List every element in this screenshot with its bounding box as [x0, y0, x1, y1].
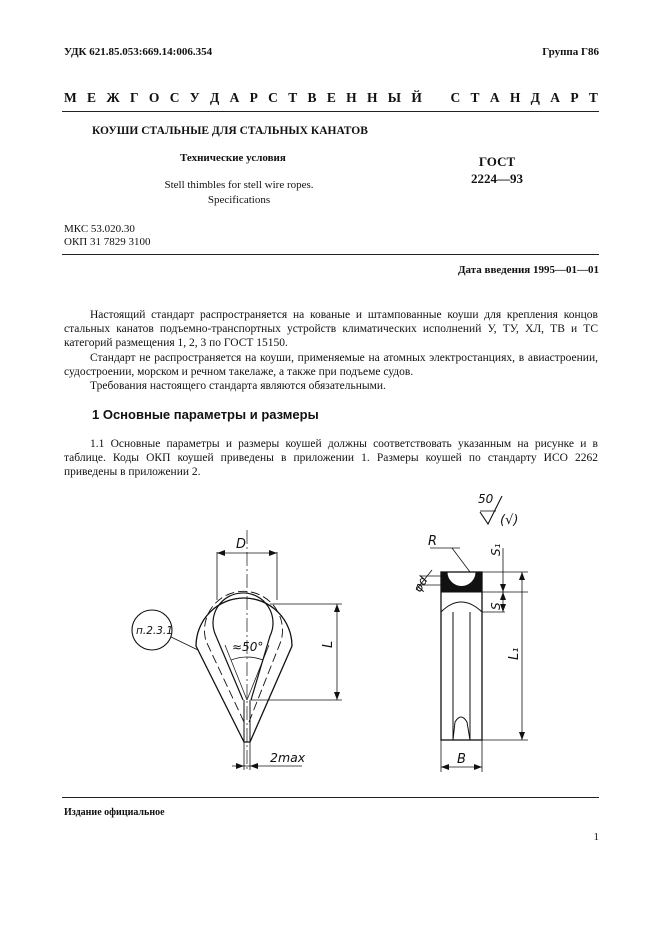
label-l1: L₁ — [507, 647, 522, 660]
heading-letter: У — [189, 90, 200, 105]
gost-label: ГОСТ — [478, 154, 516, 169]
group-code: Группа Г86 — [542, 46, 599, 58]
english-title-line1: Stell thimbles for stell wire ropes. — [164, 179, 314, 191]
label-phi-d: φd — [410, 574, 431, 595]
label-angle: ≈50° — [232, 640, 264, 654]
label-reference: п.2.3.1 — [136, 625, 173, 637]
footer-divider — [62, 797, 599, 798]
paragraph: Стандарт не распространяется на коуши, применяемые на атомных электростанциях, в авиастроении, судостроении, морском и речном такелаже, а также при подъеме судов. — [64, 351, 598, 378]
heading-letter: Т — [588, 90, 598, 105]
paragraph: 1.1 Основные параметры и размеры коушей должны соответствовать указанным на рисунке и в таблице. Коды ОКП коушей приведены в приложении 1. Размеры коушей по стандарту ИСО 2262 приведены в приложении 2. — [64, 438, 598, 479]
mks-code: МКС 53.020.30 — [64, 223, 135, 235]
heading-letter: А — [229, 90, 240, 105]
label-l: L — [321, 640, 336, 648]
heading-letter: О — [148, 90, 160, 105]
heading-letter: Т — [470, 90, 480, 105]
heading-letter: А — [489, 90, 500, 105]
heading-letter: Ы — [387, 90, 402, 105]
heading-letter: С — [169, 90, 180, 105]
label-2max: 2max — [270, 750, 306, 765]
label-b: B — [457, 752, 466, 767]
label-r: R — [428, 534, 438, 549]
okp-code: ОКП 31 7829 3100 — [64, 236, 151, 248]
heading-letter: С — [268, 90, 278, 105]
gost-number: 2224—93 — [471, 171, 523, 186]
label-roughness: 50 — [478, 492, 494, 506]
heading-letter: Й — [411, 90, 422, 105]
heading-letter: Н — [509, 90, 521, 105]
heading-letter: Н — [366, 90, 378, 105]
thimble-side-view — [441, 572, 482, 740]
label-roughness-paren: (√) — [500, 513, 519, 528]
heading-letter: Д — [530, 90, 540, 105]
heading-letter: Р — [249, 90, 258, 105]
heading-letter: М — [64, 90, 77, 105]
heading-letter: Д — [209, 90, 220, 105]
heading-letter: Т — [288, 90, 298, 105]
heading-letter: Е — [326, 90, 336, 105]
document-title: КОУШИ СТАЛЬНЫЕ ДЛЯ СТАЛЬНЫХ КАНАТОВ — [92, 125, 368, 137]
heading-letter: А — [550, 90, 561, 105]
label-d: D — [236, 537, 247, 552]
section-heading: 1 Основные параметры и размеры — [92, 407, 319, 422]
paragraph: Настоящий стандарт распространяется на кованые и штампованные коуши для крепления концов стальных канатов подъемно-транспортных устройств климатических исполнений У, ТУ, ХЛ, ТВ и ТС категорий размещения 1, 2, 3 по ГОСТ 15150. — [64, 309, 598, 350]
heading-letter: Е — [87, 90, 97, 105]
udk-code: УДК 621.85.053:669.14:006.354 — [64, 46, 213, 58]
heading-letter: Р — [570, 90, 579, 105]
official-edition: Издание официальное — [64, 807, 165, 818]
page-number: 1 — [593, 831, 599, 843]
label-s1: S₁ — [489, 543, 503, 556]
english-title-line2: Specifications — [207, 194, 271, 206]
groove-section — [441, 572, 482, 592]
heading-letter: Ж — [106, 90, 120, 105]
intro-date: Дата введения 1995—01—01 — [457, 264, 599, 276]
document-subtitle: Технические условия — [180, 152, 286, 164]
heading-letter: С — [450, 90, 461, 105]
label-s: S — [489, 602, 503, 610]
heading-letter: Н — [346, 90, 357, 105]
paragraph: Требования настоящего стандарта являются обязательными. — [90, 380, 386, 393]
heading-letter: В — [307, 90, 317, 105]
heading-letter: Г — [130, 90, 139, 105]
